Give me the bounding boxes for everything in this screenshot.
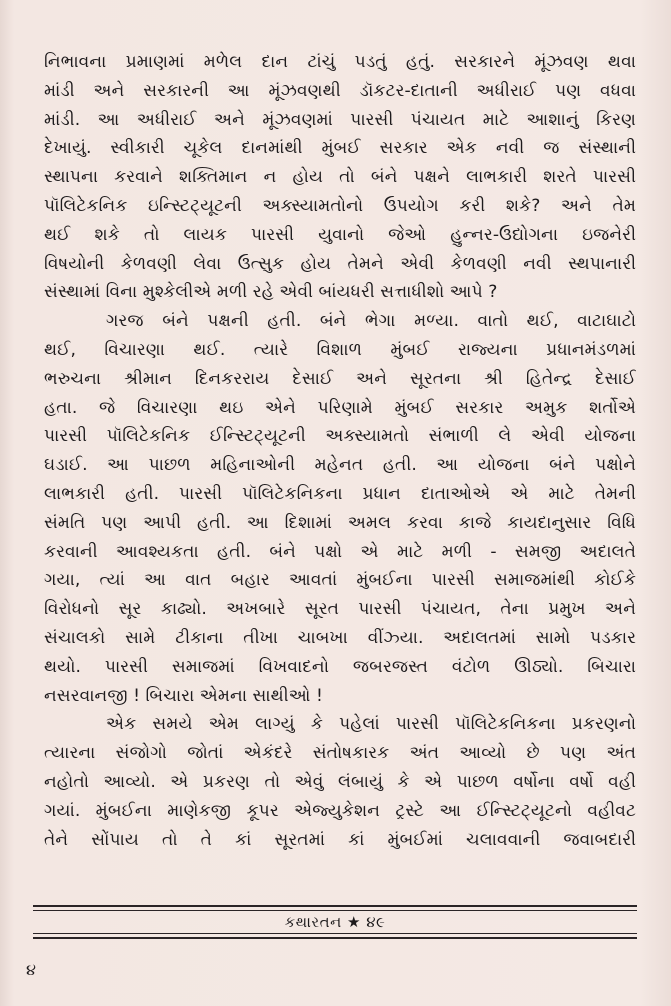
text-line: નસરવાનજી ! બિચારા એમના સાથીઓ !	[44, 685, 323, 706]
footer-banner	[33, 905, 637, 939]
text-line: ઘડાઈ. આ પાછળ મહિનાઓની મહેનત હતી. આ યોજના બંને પક્ષોને	[44, 455, 636, 476]
text-line: થયો. પારસી સમાજમાં વિખવાદનો જબરજસ્ત વંટોળ ઊઠ્યો. બિચારા	[44, 656, 636, 677]
page-number: ૪	[26, 960, 36, 979]
text-line: નહોતો આવ્યો. એ પ્રકરણ તો એવું લંબાયું કે એ પાછળ વર્ષોના વર્ષો વહી	[44, 771, 636, 792]
text-line: સંમતિ પણ આપી હતી. આ દિશામાં અમલ કરવા કાજે કાયદાનુસાર વિધિ	[44, 512, 636, 533]
text-line: ગયાં. મુંબઈના માણેકજી કૂપર એજ્યુકેશન ટ્રસ્ટે આ ઈન્સ્ટિટ્યૂટનો વહીવટ	[44, 800, 636, 821]
text-line: પૉલિટેકનિક ઇન્સ્ટિટ્યૂટની અક્સ્યામતોનો ઉપયોગ કરી શકે? અને તેમ	[44, 195, 636, 216]
footer-title: કથારતન ★ ૪૯	[284, 913, 386, 931]
text-line: વિષયોની કેળવણી લેવા ઉત્સુક હોય તેમને એવી કેળવણી નવી સ્થપાનારી	[44, 253, 636, 274]
text-line: નિભાવના પ્રમાણમાં મળેલ દાન ટાંચું પડતું હતું. સરકારને મૂંઝવણ થવા	[44, 52, 636, 72]
text-line: સ્થાપના કરવાને શક્તિમાન ન હોય તો બંને પક્ષને લાભકારી શરતે પારસી	[44, 167, 636, 188]
text-line: કરવાની આવશ્યકતા હતી. બંને પક્ષો એ માટે મળી - સમજી અદાલતે	[44, 541, 636, 562]
text-line: લાભકારી હતી. પારસી પૉલિટેકનિકના પ્રધાન દાતાઓએ એ માટે તેમની	[44, 483, 636, 504]
text-line: હતા. જે વિચારણા થઇ એને પરિણામે મુંબઈ સરકાર અમુક શર્તોએ	[44, 397, 636, 418]
text-line: ભરુચના શ્રીમાન દિનકરરાય દેસાઈ અને સૂરતના શ્રી હિતેન્દ્ર દેસાઈ	[44, 368, 636, 389]
text-line: માંડી અને સરકારની આ મૂંઝવણથી ડૉકટર-દાતાની અધીરાઈ પણ વધવા	[44, 80, 636, 101]
text-line: ગયા, ત્યાં આ વાત બહાર આવતાં મુંબઈના પારસી સમાજમાંથી કોઈકે	[44, 570, 636, 591]
text-line: દેખાયું. સ્વીકારી ચૂકેલ દાનમાંથી મુંબઈ સરકાર એક નવી જ સંસ્થાની	[44, 138, 636, 159]
text-line: વિરોધનો સૂર કાઢ્યો. અખબારે સૂરત પારસી પંચાયત, તેના પ્રમુખ અને	[44, 599, 636, 620]
paragraph-start-line: ગરજ બંને પક્ષની હતી. બંને ભેગા મળ્યા. વાતો થઈ, વાટાઘાટો	[106, 311, 636, 332]
text-line: તેને સોંપાય તો તે કાં સૂરતમાં કાં મુંબઈમાં ચલાવવાની જવાબદારી	[44, 829, 636, 850]
text-line: ત્યારના સંજોગો જોતાં એકંદરે સંતોષકારક અંત આવ્યો છે પણ અંત	[44, 743, 636, 764]
text-line: સંચાલકો સામે ટીકાના તીખા ચાબખા વીંઝ્યા. અદાલતમાં સામો પડકાર	[44, 627, 636, 648]
body-text	[44, 48, 636, 854]
text-line: માંડી. આ અધીરાઈ અને મૂંઝવણમાં પારસી પંચાયત માટે આશાનું કિરણ	[44, 109, 636, 130]
text-line: પારસી પૉલિટેકનિક ઈન્સ્ટિટ્યૂટની અક્સ્યામતો સંભાળી લે એવી યોજના	[44, 426, 636, 447]
text-line: થઈ, વિચારણા થઈ. ત્યારે વિશાળ મુંબઈ રાજ્યના પ્રધાનમંડળમાં	[44, 339, 636, 360]
paragraph-start-line: એક સમયે એમ લાગ્યું કે પહેલાં પારસી પૉલિટેકનિકના પ્રકરણનો	[106, 714, 636, 735]
text-line: સંસ્થામાં વિના મુશ્કેલીએ મળી રહે એવી બાંયધરી સત્તાધીશો આપે ?	[44, 282, 498, 303]
text-line: થઈ શકે તો લાયક પારસી યુવાનો જેઓ હુન્નર-ઉદ્યોગના ઇજનેરી	[44, 224, 636, 245]
